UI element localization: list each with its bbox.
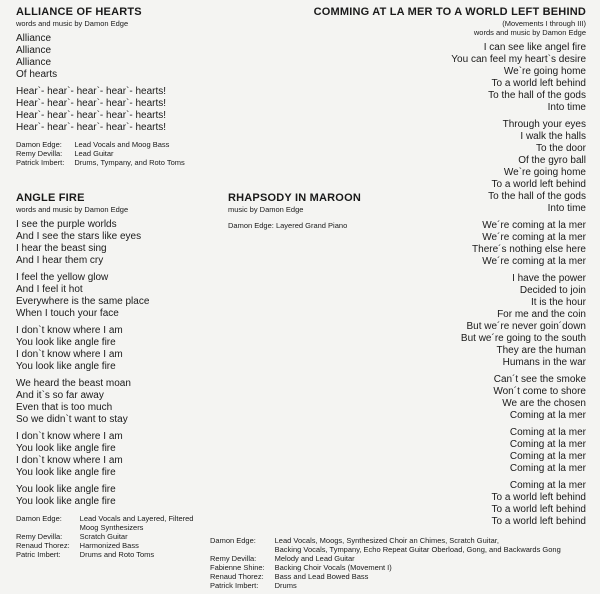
musician-role: Moog Synthesizers: [79, 523, 144, 532]
lyric-line: I can see like angel fire: [483, 42, 586, 53]
musician-role: Bass and Lead Bowed Bass: [274, 572, 369, 581]
lyric-line: Everywhere is the same place: [16, 296, 150, 307]
stanza: [16, 325, 246, 373]
stanza: [266, 480, 586, 528]
lyric-line: But we´re never goin´down: [466, 321, 586, 332]
lyric-line: Hear`- hear`- hear`- hear`- hearts!: [16, 122, 167, 133]
lyric-line: To a world left behind: [491, 78, 586, 89]
lyric-line: Coming at la mer: [509, 463, 586, 474]
lyric-line: We are the chosen: [502, 398, 586, 409]
musician-row: [210, 581, 561, 590]
lyric-line: Into time: [547, 102, 586, 113]
lyric-line: We`re going home: [503, 167, 586, 178]
musician-role: Scratch Guitar: [79, 532, 128, 541]
musician-row: [210, 563, 561, 572]
lyric-line: It is the hour: [530, 297, 586, 308]
stanza: [266, 374, 586, 422]
lyric-line: Coming at la mer: [509, 451, 586, 462]
stanza: [266, 119, 586, 215]
lyric-line: To the hall of the gods: [488, 191, 586, 202]
lyric-line: To the hall of the gods: [488, 90, 586, 101]
stanza: [266, 273, 586, 369]
lyric-line: We´re coming at la mer: [482, 232, 586, 243]
lyric-line: Alliance: [16, 45, 52, 56]
song-title: COMMING AT LA MER TO A WORLD LEFT BEHIND: [313, 6, 586, 18]
musician-name: Patrick Imbert:: [16, 158, 65, 167]
stanza: [16, 33, 246, 81]
musician-name: Renaud Thorez:: [16, 541, 70, 550]
lyric-line: To the door: [535, 143, 586, 154]
lyric-line: I don`t know where I am: [16, 325, 123, 336]
lyric-line: There´s nothing else here: [472, 244, 586, 255]
song-credit: words and music by Damon Edge: [16, 19, 129, 28]
lyric-line: To a world left behind: [491, 179, 586, 190]
lyrics: [16, 33, 246, 134]
musician-name: Remy Devilla:: [16, 149, 63, 158]
lyric-line: We´re coming at la mer: [482, 256, 586, 267]
lyric-line: You look like angle fire: [16, 467, 116, 478]
lyric-line: We heard the beast moan: [16, 378, 131, 389]
lyric-line: When I touch your face: [16, 308, 119, 319]
song-comming-at-la-mer: [266, 6, 586, 528]
lyric-line: Of the gyro ball: [518, 155, 586, 166]
song-credit: words and music by Damon Edge: [16, 205, 129, 214]
song-title: ALLIANCE OF HEARTS: [16, 6, 142, 18]
lyric-line: Hear`- hear`- hear`- hear`- hearts!: [16, 86, 167, 97]
musician-role: Backing Choir Vocals (Movement I): [274, 563, 392, 572]
lyric-line: And I feel it hot: [16, 284, 83, 295]
lyric-line: I feel the yellow glow: [16, 272, 109, 283]
lyric-line: I see the purple worlds: [16, 219, 117, 230]
stanza: [16, 272, 246, 320]
musician-row: [16, 158, 185, 167]
musician-credits-comming: [210, 536, 595, 590]
song-subtitle: (Movements I through III): [502, 19, 586, 28]
musician-role: Drums, Tympany, and Roto Toms: [74, 158, 185, 167]
lyric-line: We´re coming at la mer: [482, 220, 586, 231]
lyric-line: They are the human: [496, 345, 586, 356]
musician-row: [16, 514, 193, 523]
musician-role: Drums and Roto Toms: [79, 550, 155, 559]
musician-role: Drums: [274, 581, 297, 590]
song-credit: words and music by Damon Edge: [473, 28, 586, 37]
musician-role: Lead Vocals and Layered, Filtered: [79, 514, 194, 523]
musician-row: [16, 541, 193, 550]
lyric-line: Hear`- hear`- hear`- hear`- hearts!: [16, 110, 167, 121]
lyric-line: And it`s so far away: [16, 390, 104, 401]
lyric-line: You look like angle fire: [16, 443, 116, 454]
musician-row: [16, 550, 193, 559]
musician-role: Lead Vocals and Moog Bass: [74, 140, 170, 149]
lyric-line: Coming at la mer: [509, 439, 586, 450]
lyric-line: You look like angle fire: [16, 337, 116, 348]
stanza: [266, 42, 586, 114]
lyric-line: To a world left behind: [491, 516, 586, 527]
musician-credits: [210, 536, 595, 590]
song-angle-fire: [16, 192, 246, 559]
lyric-line: Coming at la mer: [509, 480, 586, 491]
lyric-line: I have the power: [512, 273, 586, 284]
lyric-line: But we´re going to the south: [460, 333, 586, 344]
lyric-line: I hear the beast sing: [16, 243, 107, 254]
lyric-line: Can´t see the smoke: [493, 374, 586, 385]
lyric-line: So we didn`t want to stay: [16, 414, 128, 425]
lyric-line: To a world left behind: [491, 504, 586, 515]
musician-name: Renaud Thorez:: [210, 572, 264, 581]
lyric-line: Alliance: [16, 33, 52, 44]
lyric-line: Coming at la mer: [509, 427, 586, 438]
musician-row: [210, 554, 561, 563]
lyric-line: We`re going home: [503, 66, 586, 77]
musician-name: Damon Edge:: [16, 514, 62, 523]
musician-name: Remy Devilla:: [16, 532, 63, 541]
musician-role: Lead Vocals, Moogs, Synthesized Choir an Chimes, Scratch Guitar,: [274, 536, 499, 545]
musician-role: Melody and Lead Guitar: [274, 554, 355, 563]
musician-name: [210, 545, 275, 554]
musician-role: Lead Guitar: [74, 149, 114, 158]
lyric-line: For me and the coin: [497, 309, 586, 320]
stanza: [16, 431, 246, 479]
musician-name: Fabienne Shine:: [210, 563, 265, 572]
stanza: [16, 219, 246, 267]
lyric-line: You look like angle fire: [16, 496, 116, 507]
musician-row: [16, 149, 185, 158]
lyric-line: Coming at la mer: [509, 410, 586, 421]
musician-row: [16, 532, 193, 541]
lyrics: [16, 219, 246, 508]
musician-row: [210, 572, 561, 581]
musician-role: Backing Vocals, Tympany, Echo Repeat Guitar Oberload, Gong, and Backwards Gong: [274, 545, 561, 554]
lyric-line: Decided to join: [519, 285, 586, 296]
stanza: [16, 86, 246, 134]
musician-name: Damon Edge:: [210, 536, 256, 545]
song-alliance-of-hearts: [16, 6, 246, 167]
lyric-line: Alliance: [16, 57, 52, 68]
musician-name: Patric Imbert:: [16, 550, 61, 559]
musician-row: [16, 140, 185, 149]
lyric-line: I don`t know where I am: [16, 455, 123, 466]
musician-name: Damon Edge:: [16, 140, 62, 149]
lyric-line: You look like angle fire: [16, 361, 116, 372]
lyric-line: I don`t know where I am: [16, 349, 123, 360]
musician-role: Harmonized Bass: [79, 541, 139, 550]
lyric-line: Humans in the war: [502, 357, 586, 368]
song-title: ANGLE FIRE: [16, 192, 85, 204]
lyric-line: Through your eyes: [502, 119, 586, 130]
lyric-line: You can feel my heart`s desire: [451, 54, 586, 65]
musician-name: [16, 523, 80, 532]
lyric-line: I don`t know where I am: [16, 431, 123, 442]
lyric-line: And I see the stars like eyes: [16, 231, 142, 242]
lyric-line: Into time: [547, 203, 586, 214]
song-credit: music by Damon Edge: [228, 205, 304, 214]
lyric-line: And I hear them cry: [16, 255, 104, 266]
lyric-line: I walk the halls: [520, 131, 586, 142]
lyrics: [266, 42, 586, 528]
lyric-line: To a world left behind: [491, 492, 586, 503]
musician-credits: [16, 140, 246, 167]
lyric-line: You look like angle fire: [16, 484, 116, 495]
musician-name: Patrick Imbert:: [210, 581, 259, 590]
musician-row: [16, 523, 193, 532]
lyric-line: Hear`- hear`- hear`- hear`- hearts!: [16, 98, 167, 109]
musician-row: [210, 536, 561, 545]
musician-name: Remy Devilla:: [210, 554, 257, 563]
stanza: [266, 427, 586, 475]
lyric-line: Even that is too much: [16, 402, 113, 413]
stanza: [266, 220, 586, 268]
musician-credit: Damon Edge: Layered Grand Piano: [228, 221, 348, 230]
lyric-line: Won´t come to shore: [493, 386, 586, 397]
lyric-line: Of hearts: [16, 69, 58, 80]
stanza: [16, 378, 246, 426]
stanza: [16, 484, 246, 508]
musician-row: [210, 545, 561, 554]
song-title: RHAPSODY IN MAROON: [228, 192, 361, 204]
